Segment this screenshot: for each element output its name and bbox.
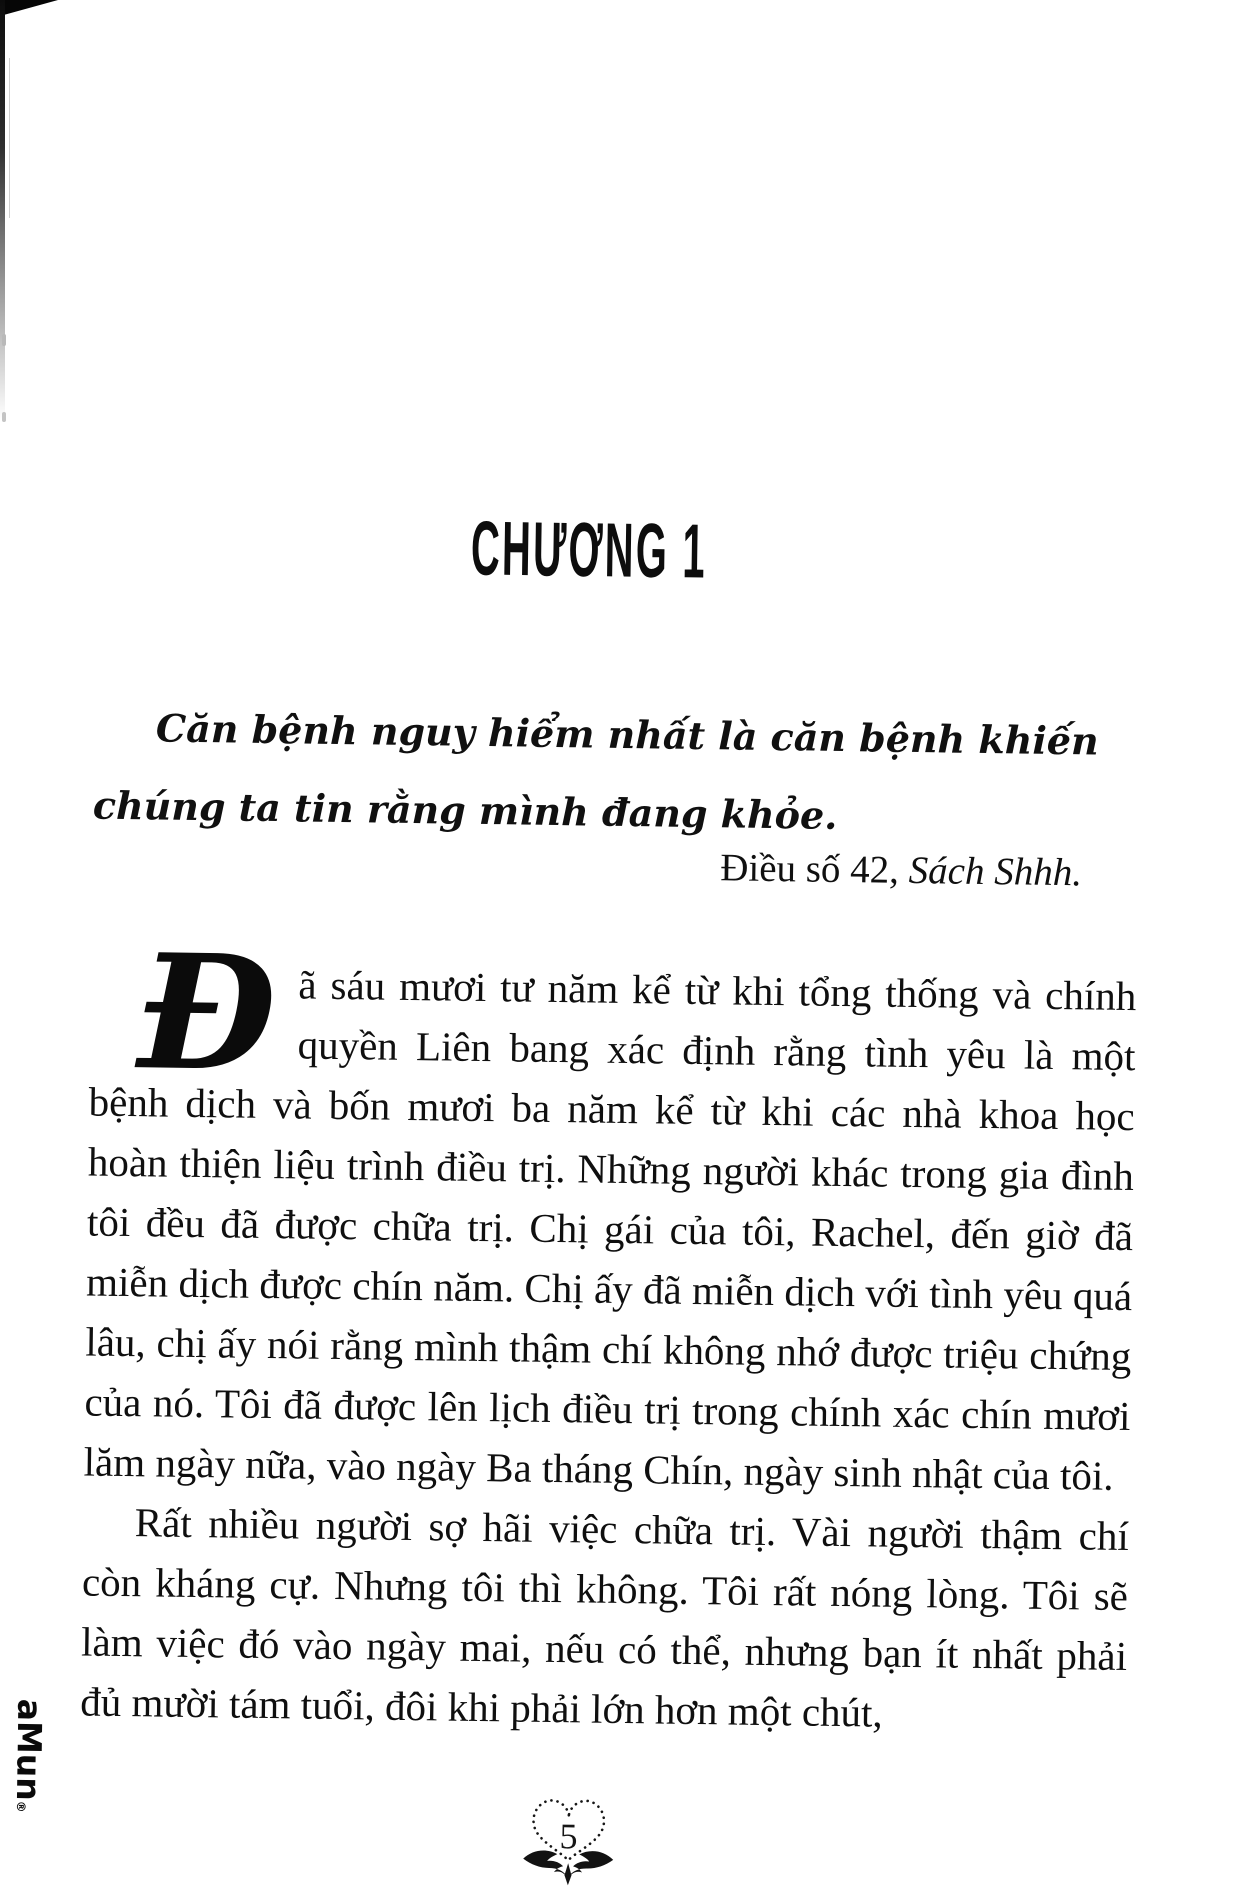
publisher-logo-text: aMun <box>8 1698 50 1802</box>
epigraph-quote: Căn bệnh nguy hiểm nhất là căn bệnh khiến chúng ta tin rằng mình đang khỏe. <box>92 705 1099 838</box>
registered-mark-icon: ® <box>13 1800 28 1813</box>
chapter-heading-text: CHƯƠNG 1 <box>469 506 708 595</box>
center-spike-icon <box>564 1863 571 1885</box>
paragraph-second: Rất nhiều người sợ hãi việc chữa trị. Vài người thậm chí còn kháng cự. Nhưng tôi thì không. Tôi rất nóng lòng. Tôi sẽ làm việc đó vào ngày mai, nếu có thể, nhưng bạn ít nhất phải đủ mười tám tuổi, đôi khi phải lớn hơn một chút, <box>80 1499 1130 1736</box>
heart-wings-icon <box>518 1791 619 1888</box>
drop-cap: Đ <box>136 920 278 1108</box>
body-text-block <box>80 920 1137 1747</box>
paragraph-first-text: ã sáu mươi tư năm kể từ khi tổng thống và chính quyền Liên bang xác định rằng tình yêu là một bệnh dịch và bốn mươi ba năm kể từ khi các nhà khoa học hoàn thiện liệu trình điều trị. Những người khác trong gia đình tôi đều đã được chữa trị. Chị gái của tôi, Rachel, đến giờ đã miễn dịch được chín năm. Chị ấy đã miễn dịch với tình yêu quá lâu, chị ấy nói rằng mình thậm chí không nhớ được triệu chứng của nó. Tôi đã được lên lịch điều trị trong chính xác chín mươi lăm ngày nữa, vào ngày Ba tháng Chín, ngày sinh nhật của tôi. <box>83 961 1137 1499</box>
chapter-heading <box>0 506 1184 595</box>
paragraph-first <box>83 920 1137 1507</box>
page-number: 5 <box>559 1816 578 1857</box>
attribution-rule-number: Điều số 42, <box>719 846 910 892</box>
attribution-book-title: Sách Shhh. <box>908 848 1083 895</box>
publisher-logo <box>4 1698 50 1811</box>
page-number-ornament <box>518 1791 619 1888</box>
